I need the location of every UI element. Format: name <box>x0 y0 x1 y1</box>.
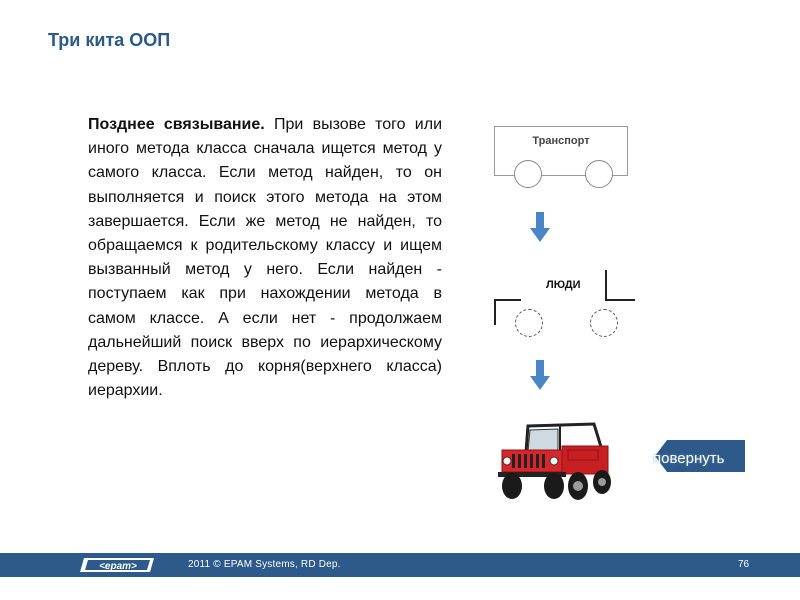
footer-strip <box>0 577 800 600</box>
jeep-car-image <box>498 420 616 502</box>
page-number: 76 <box>738 559 750 570</box>
footer-copyright: 2011 © EPAM Systems, RD Dep. <box>188 559 341 570</box>
transport-label: Транспорт <box>532 135 590 147</box>
svg-text:<epam>: <epam> <box>99 561 137 572</box>
back-button-label[interactable]: повернуть <box>653 450 725 467</box>
slide-title: Три кита ООП <box>48 30 171 50</box>
people-label: ЛЮДИ <box>546 279 581 291</box>
body-paragraph <box>88 113 442 403</box>
body-text: При вызове того или иного метода класса сначала ищется метод у самого класса. Если метод найден, то он выполняется и поиск этого метода на этом завершается. Если же метод не найден, то обращаемся к родительскому классу и ищем вызванный метод у него. Если найден - поступаем как при нахождении метода в самом классе. А если нет - продолжаем дальнейший поиск вверх по иерархическому дереву. Вплоть до корня(верхнего класса) иерархии. <box>88 116 443 400</box>
people-frame-fragment <box>605 270 607 300</box>
people-frame-fragment <box>494 299 496 325</box>
body-lead: Позднее связывание. <box>88 116 265 133</box>
people-frame-fragment <box>494 299 521 301</box>
arrow-down-icon <box>530 212 550 242</box>
people-wheel-left <box>515 309 543 337</box>
arrow-down-icon <box>530 360 550 390</box>
people-frame-fragment <box>605 299 635 301</box>
people-wheel-right <box>590 309 618 337</box>
transport-wheel-left <box>514 160 542 188</box>
transport-wheel-right <box>585 160 613 188</box>
epam-logo <box>80 557 158 573</box>
footer-bar <box>0 553 800 577</box>
